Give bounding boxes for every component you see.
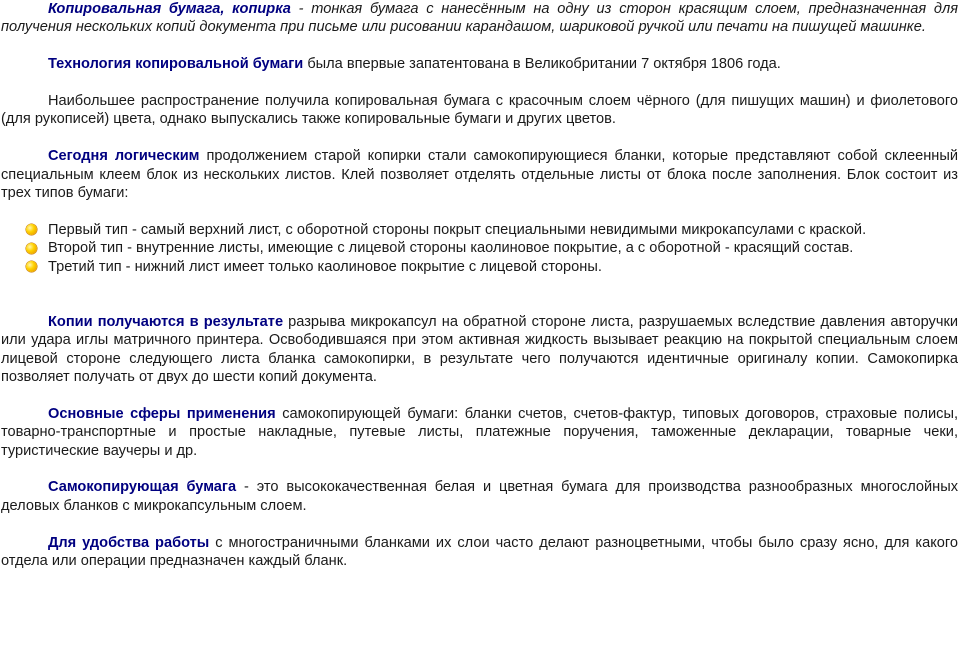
paper-types-list	[1, 221, 958, 276]
paragraph-colors	[1, 92, 958, 129]
list-item	[48, 221, 958, 239]
paragraph-modern	[1, 147, 958, 202]
list-item-text: Третий тип - нижний лист имеет только каолиновое покрытие с лицевой стороны.	[48, 258, 602, 275]
list-item	[48, 239, 958, 257]
paragraph-text: - тонкая бумага с нанесённым на одну из сторон красящим слоем, предназначенная для получения нескольких копий документа при письме или рисовании карандашом, шариковой ручкой или печати на пишущей машинке.	[1, 1, 958, 36]
paragraph-text: Наибольшее распространение получила копировальная бумага с красочным слоем чёрного (для пишущих машин) и фиолетового (для рукописей) цвета, однако выпускались также копировальные бумаги и других цветов.	[1, 93, 958, 128]
paragraph-text: самокопирующей бумаги: бланки счетов, счетов-фактур, типовых договоров, страховые полисы, товарно-транспортные и простые накладные, путевые листы, платежные поручения, таможенные декларации, товарные чеки, туристические ваучеры и др.	[1, 405, 958, 459]
paragraph-lead: Основные сферы применения	[48, 405, 276, 422]
paragraph-lead: Самокопирующая бумага	[48, 479, 237, 496]
list-item-text: Первый тип - самый верхний лист, с оборотной стороны покрыт специальными невидимыми микрокапсулами с краской.	[48, 221, 867, 238]
paragraph-lead: Копировальная бумага, копирка	[48, 1, 291, 17]
paragraph-lead: Технология копировальной бумаги	[48, 56, 304, 73]
paragraph-copies	[1, 313, 958, 387]
list-item-text: Второй тип - внутренние листы, имеющие с лицевой стороны каолиновое покрытие, а с оборотной - красящий состав.	[48, 240, 854, 257]
yellow-ball-bullet-icon	[26, 261, 37, 272]
paragraph-text: разрыва микрокапсул на обратной стороне листа, разрушаемых вследствие давления авторучки или удара иглы матричного принтера. Освободившаяся при этом активная жидкость вызывает реакцию на покрытой специальным слоем лицевой стороне следующего листа бланка самокопирки, в результате чего получаются идентичные оригиналу копии. Самокопирка позволяет получать от двух до шести копий документа.	[1, 313, 958, 385]
paragraph-applications	[1, 405, 958, 460]
paragraph-lead: Для удобства работы	[48, 534, 210, 551]
yellow-ball-bullet-icon	[26, 243, 37, 254]
paragraph-lead: Копии получаются в результате	[48, 313, 284, 330]
paragraph-lead: Сегодня логическим	[48, 148, 200, 165]
paragraph-convenience	[1, 534, 958, 571]
list-item	[48, 258, 958, 276]
paragraph-text: - это высококачественная белая и цветная бумага для производства разнообразных многослойных деловых бланков с микрокапсульным слоем.	[1, 479, 958, 514]
paragraph-text: была впервые запатентована в Великобритании 7 октября 1806 года.	[303, 56, 781, 73]
paragraph-text: продолжением старой копирки стали самокопирующиеся бланки, которые представляют собой склеенный специальным клеем блок из нескольких листов. Клей позволяет отделять отдельные листы от блока после заполнения. Блок состоит из трех типов бумаги:	[1, 148, 958, 202]
paragraph-definition	[1, 0, 958, 37]
yellow-ball-bullet-icon	[26, 224, 37, 235]
paragraph-self-copy-paper	[1, 478, 958, 515]
paragraph-text: с многостраничными бланками их слои часто делают разноцветными, чтобы было сразу ясно, для какого отдела или операции предназначен каждый бланк.	[1, 534, 958, 570]
paragraph-history	[1, 55, 958, 73]
